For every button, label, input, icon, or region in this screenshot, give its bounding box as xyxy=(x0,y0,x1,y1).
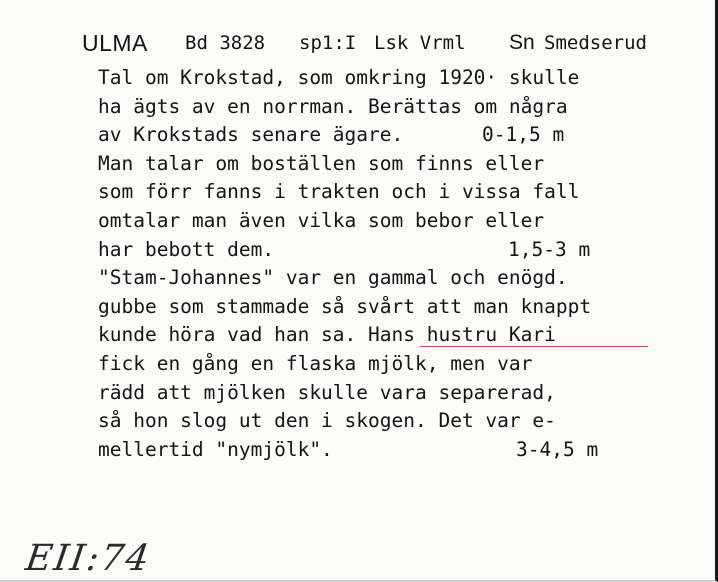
transcript-body xyxy=(98,64,698,464)
text-line xyxy=(98,93,698,122)
text-line xyxy=(98,178,698,207)
text-line xyxy=(98,407,698,436)
text-line xyxy=(98,293,698,322)
line-text: rädd att mjölken skulle vara separerad, xyxy=(98,380,556,404)
line-text: kunde höra vad han sa. Hans hustru Kari xyxy=(98,323,556,347)
parish-name: Smedserud xyxy=(544,32,647,54)
line-text: mellertid "nymjölk". xyxy=(98,437,333,461)
line-text: Tal om Krokstad, som omkring 1920· skulle xyxy=(98,66,580,89)
text-line xyxy=(98,150,698,179)
text-line xyxy=(98,321,698,350)
text-line xyxy=(98,236,698,265)
archive-code: ULMA xyxy=(82,30,148,56)
part-number: sp1:I xyxy=(299,32,357,54)
line-text: som förr fanns i trakten och i vissa fall xyxy=(98,180,580,204)
text-line xyxy=(98,64,698,93)
line-text: av Krokstads senare ägare. xyxy=(98,123,404,147)
time-marker: 3-4,5 m xyxy=(516,437,599,461)
line-text: Man talar om boställen som finns eller xyxy=(98,151,545,175)
line-text: så hon slog ut den i skogen. Det var e- xyxy=(98,409,556,433)
text-line xyxy=(98,121,698,150)
parish-label: Sn xyxy=(509,31,535,54)
line-text: har bebott dem. xyxy=(98,237,275,261)
name-underline xyxy=(420,346,648,347)
line-text: gubbe som stammade så svårt att man knappt xyxy=(98,294,592,318)
text-line xyxy=(98,264,698,293)
line-text: omtalar man även vilka som bebor eller xyxy=(98,208,545,232)
handwritten-note: EII:74 xyxy=(23,538,154,579)
line-text: ha ägts av en norrman. Berättas om några xyxy=(98,94,568,118)
time-marker: 0-1,5 m xyxy=(482,123,565,147)
line-text: fick en gång en flaska mjölk, men var xyxy=(98,351,533,375)
province-code: Lsk Vrml xyxy=(374,32,466,54)
time-marker: 1,5-3 m xyxy=(508,237,591,261)
text-line xyxy=(98,350,698,379)
text-line xyxy=(98,207,698,236)
line-text: "Stam-Johannes" var en gammal och enögd. xyxy=(98,266,568,290)
text-line xyxy=(98,379,698,408)
card-header xyxy=(82,26,682,60)
record-number: Bd 3828 xyxy=(185,32,266,54)
text-line xyxy=(98,436,698,465)
